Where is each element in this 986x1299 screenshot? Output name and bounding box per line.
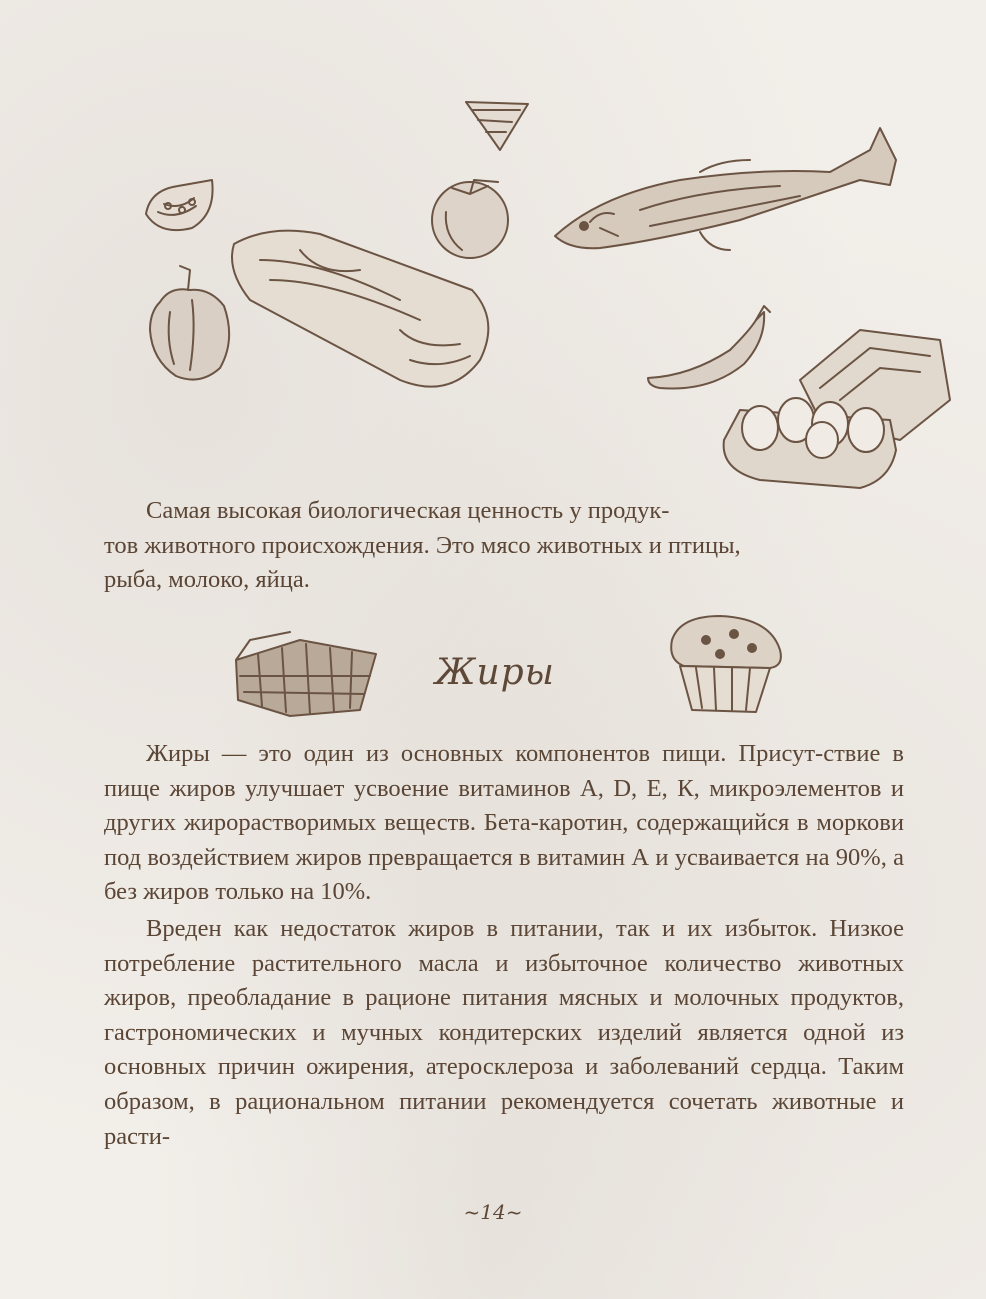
tomato-icon bbox=[432, 180, 508, 258]
muffin-icon bbox=[671, 616, 781, 712]
fish-icon bbox=[555, 128, 896, 250]
intro-line: тов животного происхождения. Это мясо животных и птицы, bbox=[104, 531, 741, 559]
burrito-icon bbox=[232, 231, 488, 387]
tomato-slice-icon bbox=[146, 180, 213, 230]
intro-paragraph bbox=[104, 494, 904, 598]
paragraph: Вреден как недостаток жиров в питании, так и их избыток. Низкое потребление растительного масла и избыточное количество животных жиров, преобладание в рационе питания мясных и молочных продуктов, гастрономических и мучных кондитерских изделий является одной из основных причин ожирения, атеросклероза и заболеваний сердца. Таким образом, в рациональном питании рекомендуется сочетать животные и расти- bbox=[104, 914, 904, 1150]
paragraph: Жиры — это один из основных компонентов пищи. Присут-ствие в пище жиров улучшает усвоение витаминов А, D, Е, К, микроэлементов и других жирорастворимых веществ. Бета-каротин, содержащийся в моркови под воздействием жиров превращается в витамин А и усваивается на 90%, а без жиров только на 10%. bbox=[104, 740, 904, 906]
intro-line: рыба, молоко, яйца. bbox=[104, 566, 310, 594]
chocolate-bar-icon bbox=[236, 632, 376, 716]
chili-pepper-icon bbox=[648, 306, 770, 389]
bell-pepper-icon bbox=[150, 266, 229, 380]
intro-line: Самая высокая биологическая ценность у продук- bbox=[146, 497, 670, 524]
section-body bbox=[104, 737, 904, 1154]
egg-carton-icon bbox=[724, 330, 950, 488]
section-heading: Жиры bbox=[435, 652, 555, 693]
nacho-chip-icon bbox=[466, 102, 528, 150]
page-number: ~14~ bbox=[463, 1200, 523, 1224]
